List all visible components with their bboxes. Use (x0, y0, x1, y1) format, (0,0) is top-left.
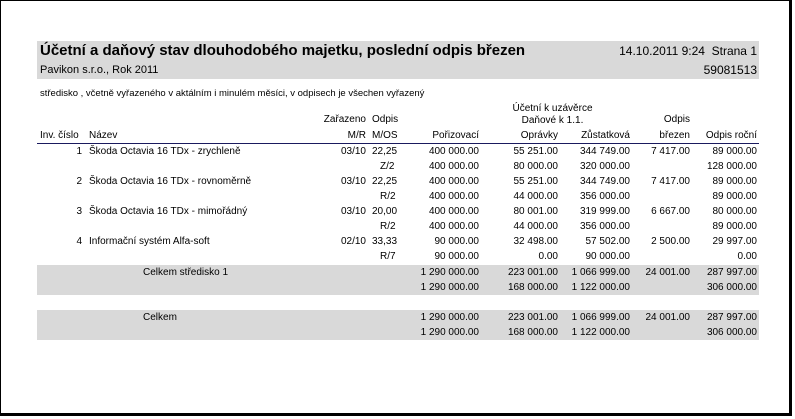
cell-brez-accounting: 6 667.00 (651, 206, 690, 217)
cell-por-accounting: 400 000.00 (428, 176, 479, 187)
cell-opr-accounting: 32 498.00 (513, 236, 558, 247)
report-datetime: 14.10.2011 9:24 (619, 44, 705, 58)
cell-zus-tax: 356 000.00 (579, 221, 630, 232)
cell-roc-tax: 128 000.00 (706, 161, 757, 172)
col-mr: M/R (347, 130, 366, 141)
total-brez-accounting: 24 001.00 (645, 312, 690, 323)
cell-opr-accounting: 55 251.00 (513, 176, 558, 187)
total-zus-tax: 1 122 000.00 (571, 282, 630, 293)
company-name: Pavikon s.r.o., Rok 2011 (40, 64, 159, 76)
cell-por-tax: 400 000.00 (428, 191, 479, 202)
report-title: Účetní a daňový stav dlouhodobého majetku, poslední odpis březen (40, 42, 526, 59)
asset-name: Škoda Octavia 16 TDx - zrychleně (89, 146, 241, 157)
asset-mr: 03/10 (340, 206, 366, 217)
col-zarazeno: Zařazeno (323, 114, 366, 125)
date-page (619, 44, 757, 58)
inv-number: 2 (76, 176, 82, 187)
total-roc-accounting: 287 997.00 (706, 312, 757, 323)
col-opravky: Oprávky (520, 130, 558, 141)
total-roc-accounting: 287 997.00 (706, 267, 757, 278)
asset-mr: 02/10 (340, 236, 366, 247)
inv-number: 4 (76, 236, 82, 247)
cell-por-tax: 400 000.00 (428, 221, 479, 232)
cell-zus-accounting: 344 749.00 (579, 146, 630, 157)
cell-roc-tax: 89 000.00 (712, 191, 757, 202)
total-opr-tax: 168 000.00 (507, 282, 558, 293)
asset-mr: 03/10 (340, 146, 366, 157)
cell-opr-tax: 44 000.00 (513, 191, 558, 202)
asset-rate: 22,25 (372, 176, 398, 187)
asset-rate: 33,33 (372, 236, 398, 247)
col-porizovaci: Pořizovací (432, 130, 479, 141)
cell-zus-tax: 90 000.00 (585, 251, 630, 262)
total-label: Celkem středisko 1 (143, 267, 229, 278)
asset-mr: 03/10 (340, 176, 366, 187)
cell-roc-accounting: 80 000.00 (712, 206, 757, 217)
cell-roc-accounting: 89 000.00 (712, 176, 757, 187)
page-number: Strana 1 (711, 44, 757, 58)
report-subtitle: středisko , včetně vyřazeného v aktálním i minulém měsíci, v odpisech je všechen vyřazený (40, 88, 425, 99)
inv-number: 3 (76, 206, 82, 217)
cell-zus-accounting: 319 999.00 (579, 206, 630, 217)
cell-opr-accounting: 80 001.00 (513, 206, 558, 217)
cell-zus-accounting: 344 749.00 (579, 176, 630, 187)
col-nazev: Název (89, 130, 118, 141)
cell-por-tax: 400 000.00 (428, 161, 479, 172)
total-opr-accounting: 223 001.00 (507, 312, 558, 323)
asset-method: R/2 (380, 221, 396, 232)
total-roc-tax: 306 000.00 (706, 327, 757, 338)
col-odpis-rocni: Odpis roční (705, 130, 757, 141)
total-opr-accounting: 223 001.00 (507, 267, 558, 278)
col-mos: M/OS (372, 130, 398, 141)
cell-brez-accounting: 7 417.00 (651, 146, 690, 157)
inv-number: 1 (76, 146, 82, 157)
cell-opr-tax: 44 000.00 (513, 221, 558, 232)
col-zustatkova: Zůstatková (581, 130, 630, 141)
total-roc-tax: 306 000.00 (706, 282, 757, 293)
asset-rate: 22,25 (372, 146, 398, 157)
total-zus-accounting: 1 066 999.00 (571, 267, 630, 278)
asset-method: Z/2 (380, 161, 395, 172)
asset-name: Škoda Octavia 16 TDx - rovnoměrně (89, 176, 252, 187)
col-odpis-brezen-2: březen (659, 130, 690, 141)
asset-name: Informační systém Alfa-soft (89, 236, 210, 247)
cell-por-accounting: 400 000.00 (428, 206, 479, 217)
total-por-tax: 1 290 000.00 (420, 327, 479, 338)
report-code: 59081513 (703, 63, 757, 77)
total-zus-accounting: 1 066 999.00 (571, 312, 630, 323)
cell-zus-accounting: 57 502.00 (585, 236, 630, 247)
report-header (37, 41, 759, 79)
cell-roc-accounting: 89 000.00 (712, 146, 757, 157)
cell-opr-tax: 0.00 (538, 251, 558, 262)
asset-method: R/2 (380, 191, 396, 202)
cell-por-accounting: 400 000.00 (428, 146, 479, 157)
total-opr-tax: 168 000.00 (507, 327, 558, 338)
cell-opr-tax: 80 000.00 (513, 161, 558, 172)
col-group-top: Účetní k uzávěrce (512, 103, 593, 114)
col-inv-cislo: Inv. číslo (40, 130, 79, 141)
total-brez-accounting: 24 001.00 (645, 267, 690, 278)
col-odpis: Odpis (372, 114, 399, 125)
asset-method: R/7 (380, 251, 396, 262)
asset-name: Škoda Octavia 16 TDx - mimořádný (89, 206, 248, 217)
cell-roc-tax: 0.00 (737, 251, 757, 262)
cell-por-accounting: 90 000.00 (434, 236, 479, 247)
cell-por-tax: 90 000.00 (434, 251, 479, 262)
total-zus-tax: 1 122 000.00 (571, 327, 630, 338)
total-por-accounting: 1 290 000.00 (420, 267, 479, 278)
cell-brez-accounting: 7 417.00 (651, 176, 690, 187)
cell-roc-tax: 89 000.00 (712, 221, 757, 232)
total-por-tax: 1 290 000.00 (420, 282, 479, 293)
total-por-accounting: 1 290 000.00 (420, 312, 479, 323)
cell-zus-tax: 320 000.00 (579, 161, 630, 172)
cell-brez-accounting: 2 500.00 (651, 236, 690, 247)
cell-opr-accounting: 55 251.00 (513, 146, 558, 157)
col-odpis-brezen-1: Odpis (663, 114, 690, 125)
asset-rate: 20,00 (372, 206, 398, 217)
header-divider (37, 143, 759, 144)
col-group-sub: Daňové k 1.1. (521, 115, 584, 126)
cell-roc-accounting: 29 997.00 (712, 236, 757, 247)
total-label: Celkem (143, 312, 177, 323)
cell-zus-tax: 356 000.00 (579, 191, 630, 202)
